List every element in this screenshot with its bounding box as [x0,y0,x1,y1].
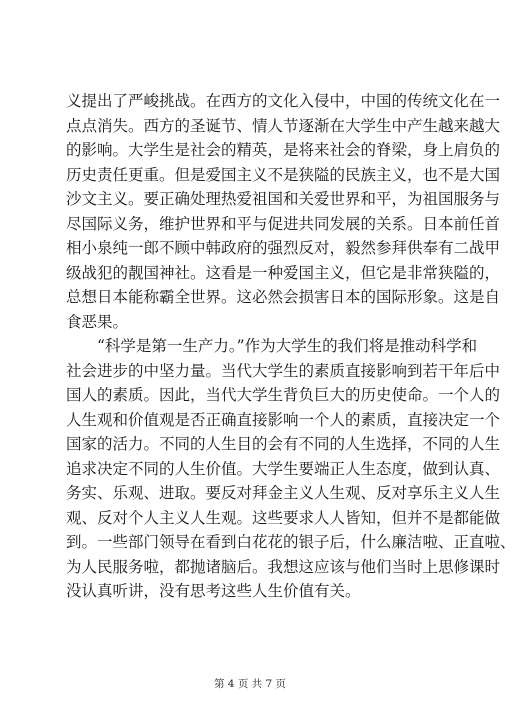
text-line: 社会进步的中坚力量。当代大学生的素质直接影响到若干年后中 [66,361,501,380]
text-line: 务实、乐观、进取。要反对拜金主义人生观、反对享乐主义人生 [66,484,501,502]
text-line: 点点消失。西方的圣诞节、情人节逐渐在大学生中产生越来越大 [66,116,501,135]
text-line: 食恶果。 [66,312,129,331]
text-line: 尽国际义务，维护世界和平与促进共同发展的关系。日本前任首 [66,214,501,233]
text-line: “科学是第一生产力。”作为大学生的我们将是推动科学和 [97,337,478,355]
text-line: 义提出了严峻挑战。在西方的文化入侵中，中国的传统文化在一 [66,92,501,110]
paragraph [66,89,501,334]
text-line: 为人民服务啦，都抛诸脑后。我想这应该与他们当时上思修课时 [66,557,501,576]
page-number-footer: 第 4 页 共 7 页 [213,678,287,690]
text-line: 国人的素质。因此，当代大学生背负巨大的历史使命。一个人的 [66,386,501,404]
text-line: 相小泉纯一郎不顾中韩政府的强烈反对，毅然参拜供奉有二战甲 [66,239,501,257]
paragraph [66,334,516,604]
text-line: 观、反对个人主义人生观。这些要求人人皆知，但并不是都能做 [66,508,501,527]
text-line: 历史责任更重。但是爱国主义不是狭隘的民族主义，也不是大国 [66,165,501,184]
text-line: 追求决定不同的人生价值。大学生要端正人生态度，做到认真、 [66,459,501,478]
text-line: 没认真听讲，没有思考这些人生价值有关。 [66,582,361,600]
text-line: 到。一些部门领导在看到白花花的银子后，什么廉洁啦、正直啦、 [66,533,516,551]
text-line: 的影响。大学生是社会的精英，是将来社会的脊梁，身上肩负的 [66,141,501,159]
text-line: 总想日本能称霸全世界。这必然会损害日本的国际形象。这是自 [66,288,501,306]
text-line: 沙文主义。要正确处理热爱祖国和关爱世界和平，为祖国服务与 [66,190,501,208]
text-line: 国家的活力。不同的人生目的会有不同的人生选择，不同的人生 [66,435,501,453]
text-line: 人生观和价值观是否正确直接影响一个人的素质，直接决定一个 [66,410,501,429]
text-line: 级战犯的靓国神社。这看是一种爱国主义，但它是非常狭隘的， [66,263,501,282]
document-body [66,89,516,604]
